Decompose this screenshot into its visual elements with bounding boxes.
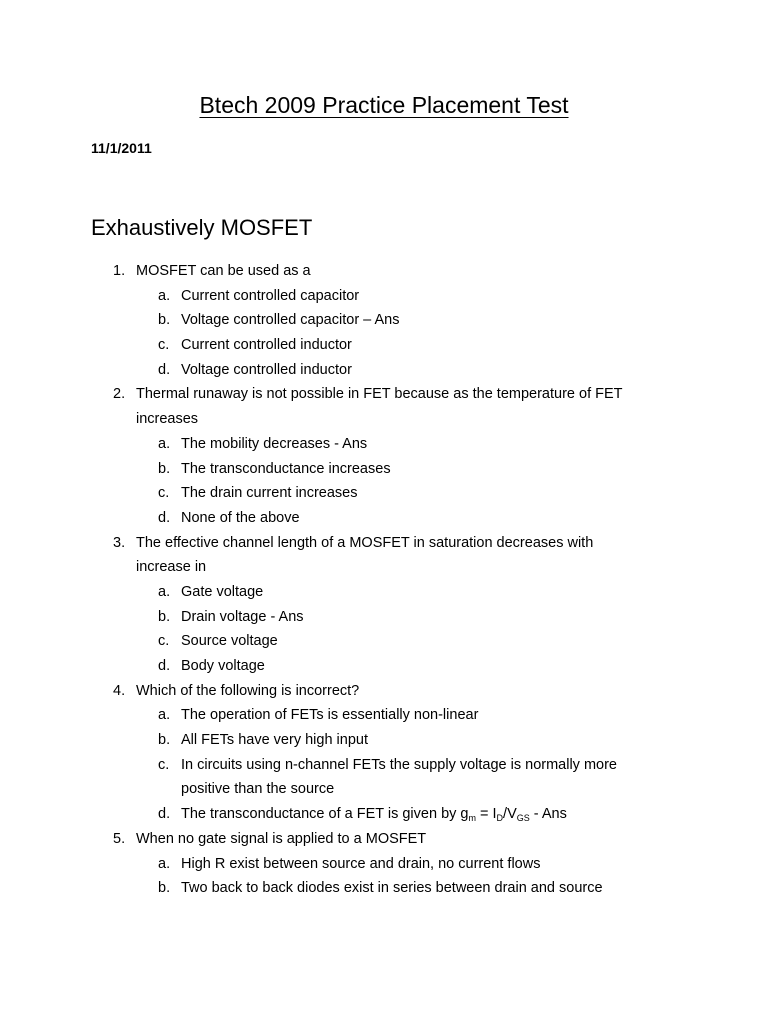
option-line: [0, 777, 768, 802]
question-number: 1.: [113, 263, 126, 279]
question-item: [0, 531, 768, 679]
question-text: The effective channel length of a MOSFET in saturation decreases with: [136, 534, 594, 551]
question-text: Which of the following is incorrect?: [136, 682, 360, 699]
question-item: [0, 827, 768, 901]
option-text: All FETs have very high input: [181, 732, 368, 749]
option-line: [0, 876, 768, 901]
question-text: MOSFET can be used as a: [136, 263, 311, 279]
option-letter: a.: [158, 583, 171, 600]
option-letter: a.: [158, 855, 171, 872]
question-line: [0, 827, 768, 852]
question-text: Thermal runaway is not possible in FET because as the temperature of FET: [136, 386, 623, 403]
option-line: [0, 481, 768, 506]
question-number: 2.: [113, 386, 126, 403]
section-heading: Exhaustively MOSFET: [91, 215, 313, 240]
option-text: Drain voltage - Ans: [181, 608, 304, 625]
option-text: The drain current increases: [181, 485, 358, 502]
option-text: Current controlled inductor: [181, 337, 352, 354]
question-item: [0, 679, 768, 827]
option-line: [0, 284, 768, 309]
document-title-text: Btech 2009 Practice Placement Test: [199, 92, 569, 118]
option-line: [0, 506, 768, 531]
question-text: increase in: [136, 559, 207, 576]
option-text: Body voltage: [181, 658, 265, 674]
question-number: 3.: [113, 534, 126, 551]
option-line: [0, 580, 768, 605]
option-line: [0, 605, 768, 630]
option-letter: a.: [158, 707, 171, 724]
option-line: [0, 457, 768, 482]
option-letter: d.: [158, 806, 171, 823]
option-letter: b.: [158, 608, 171, 625]
option-line: [0, 629, 768, 654]
formula-text-mid: = I: [475, 806, 497, 823]
option-line: [0, 703, 768, 728]
question-line: [0, 259, 768, 284]
question-item: [0, 382, 768, 530]
document-date: 11/1/2011: [91, 140, 152, 156]
option-text: None of the above: [181, 509, 300, 526]
option-line: [0, 802, 768, 827]
option-letter: c.: [158, 633, 170, 650]
formula-subscript-d: D: [496, 813, 504, 824]
option-line: [0, 358, 768, 383]
option-letter: d.: [158, 509, 171, 526]
option-letter: b.: [158, 880, 171, 897]
option-line: [0, 654, 768, 679]
option-letter: c.: [158, 337, 170, 354]
question-list: [0, 259, 768, 901]
option-letter: d.: [158, 658, 171, 674]
option-text: The transconductance increases: [181, 460, 391, 477]
formula-text-post: - Ans: [529, 806, 567, 823]
option-text: Voltage controlled inductor: [181, 361, 352, 378]
option-letter: b.: [158, 312, 171, 329]
option-text: positive than the source: [181, 781, 335, 798]
question-number: 4.: [113, 682, 126, 699]
question-line: [0, 382, 768, 407]
option-text: The mobility decreases - Ans: [181, 435, 368, 452]
question-line: [0, 407, 768, 432]
option-line: [0, 333, 768, 358]
option-line: [0, 753, 768, 778]
question-text: When no gate signal is applied to a MOSFET: [136, 830, 427, 847]
option-text: In circuits using n-channel FETs the supply voltage is normally more: [181, 756, 617, 773]
question-line: [0, 679, 768, 704]
document-title: [0, 90, 768, 120]
option-letter: c.: [158, 485, 170, 502]
option-text-formula: [181, 802, 567, 827]
option-text: Two back to back diodes exist in series between drain and source: [181, 880, 603, 897]
formula-text-pre: The transconductance of a FET is given by g: [181, 806, 469, 823]
option-letter: d.: [158, 361, 171, 378]
question-text: increases: [136, 411, 199, 428]
option-line: [0, 728, 768, 753]
option-letter: b.: [158, 460, 171, 477]
question-number: 5.: [113, 830, 126, 847]
formula-subscript-m: m: [468, 813, 476, 824]
option-letter: a.: [158, 287, 171, 304]
option-text: Current controlled capacitor: [181, 287, 360, 304]
option-text: Gate voltage: [181, 583, 264, 600]
question-line: [0, 555, 768, 580]
option-line: [0, 852, 768, 877]
option-line: [0, 432, 768, 457]
option-letter: b.: [158, 732, 171, 749]
question-line: [0, 531, 768, 556]
option-text: High R exist between source and drain, no current flows: [181, 855, 541, 872]
option-letter: c.: [158, 756, 170, 773]
option-letter: a.: [158, 435, 171, 452]
formula-text-mid: /V: [503, 806, 517, 823]
option-text: The operation of FETs is essentially non-linear: [181, 707, 479, 724]
option-text: Voltage controlled capacitor – Ans: [181, 312, 400, 329]
question-item: [0, 259, 768, 382]
option-line: [0, 308, 768, 333]
formula-subscript-gs: GS: [516, 813, 530, 824]
option-text: Source voltage: [181, 633, 278, 650]
